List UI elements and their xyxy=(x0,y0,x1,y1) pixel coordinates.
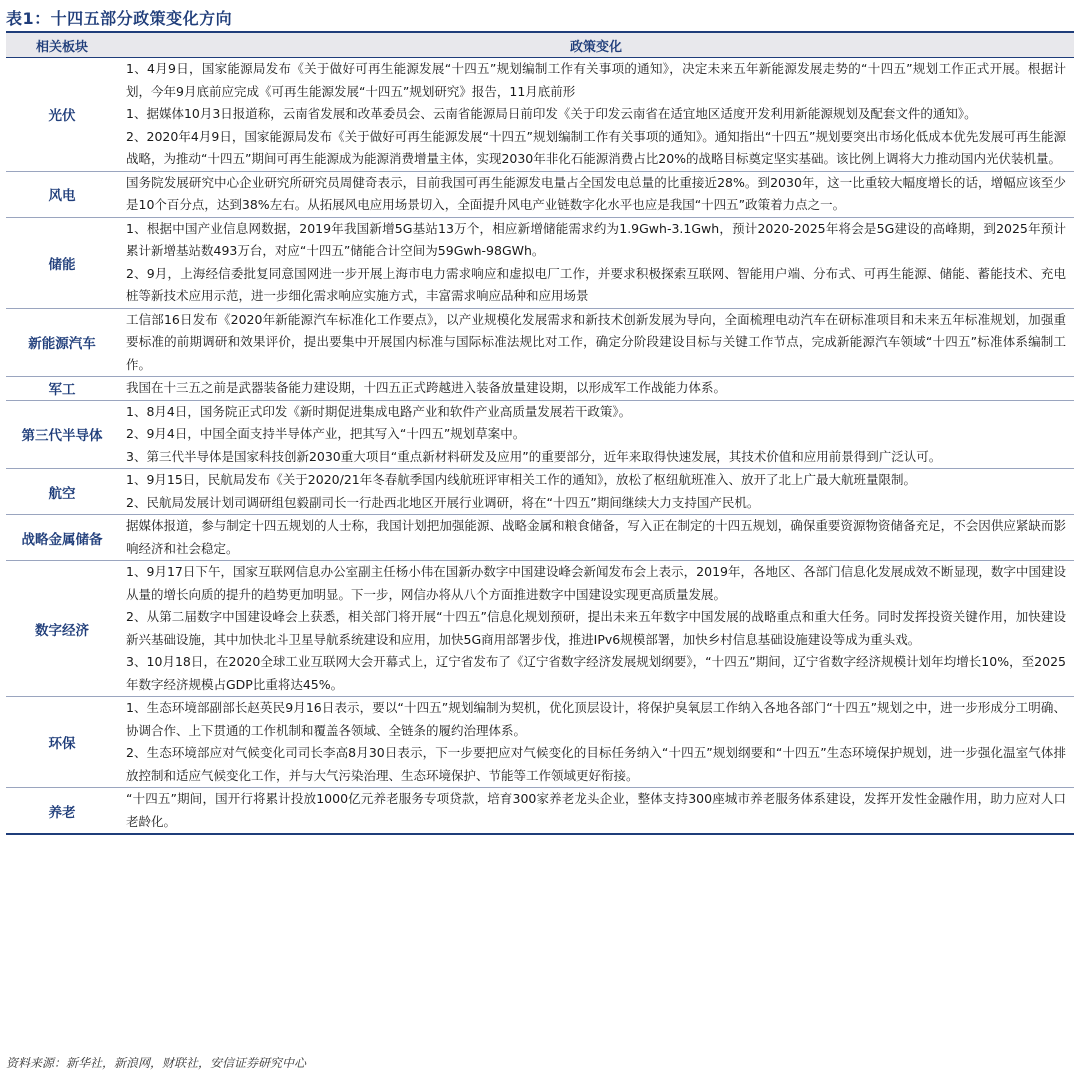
header-sector: 相关板块 xyxy=(6,33,118,58)
policy-cell xyxy=(118,469,1074,515)
policy-cell xyxy=(118,561,1074,697)
table-row xyxy=(6,469,1074,515)
policy-cell xyxy=(118,400,1074,469)
table-row xyxy=(6,515,1074,561)
sector-cell: 新能源汽车 xyxy=(6,308,118,377)
table-row xyxy=(6,788,1074,835)
policy-paragraph: 国务院发展研究中心企业研究所研究员周健奇表示，目前我国可再生能源发电量占全国发电总量的比重接近28%。到2030年，这一比重较大幅度增长的话，增幅应该至少是10个百分点，达到38%左右。从拓展风电应用场景切入，全面提升风电产业链数字化水平也应是我国“十四五”政策着力点之一。 xyxy=(126,174,1066,212)
table-row xyxy=(6,171,1074,217)
policy-paragraph: 2、9月，上海经信委批复同意国网进一步开展上海市电力需求响应和虚拟电厂工作，并要求积极探索互联网、智能用户端、分布式、可再生能源、储能、蓄能技术、充电桩等新技术应用示范，进一步细化需求响应实施方式，丰富需求响应品种和应用场景 xyxy=(126,265,1066,303)
sector-cell: 储能 xyxy=(6,217,118,308)
policy-paragraph: 2、从第二届数字中国建设峰会上获悉，相关部门将开展“十四五”信息化规划预研，提出未来五年数字中国发展的战略重点和重大任务。同时发挥投资关键作用，加快建设新兴基础设施，其中加快北斗卫星导航系统建设和应用，加快5G商用部署步伐，推进IPv6规模部署，加快乡村信息基础设施建设等成为重头戏。 xyxy=(126,609,1066,647)
policy-cell xyxy=(118,788,1074,835)
policy-paragraph: 2、2020年4月9日，国家能源局发布《关于做好可再生能源发展“十四五”规划编制工作有关事项的通知》。通知指出“十四五”规划要突出市场化低成本优先发展可再生能源战略，为推动“十四五”期间可再生能源成为能源消费增量主体，实现2030年非化石能源消费占比20%的战略目标奠定坚实基础。该比例上调将大力推动国内光伏装机量。 xyxy=(126,128,1066,166)
policy-paragraph: 2、生态环境部应对气候变化司司长李高8月30日表示，下一步要把应对气候变化的目标任务纳入“十四五”规划纲要和“十四五”生态环境保护规划，进一步强化温室气体排放控制和适应气候变化工作，并与大气污染治理、生态环境保护、节能等工作领域更好衔接。 xyxy=(126,745,1066,783)
policy-cell xyxy=(118,171,1074,217)
policy-paragraph: 3、第三代半导体是国家科技创新2030重大项目“重点新材料研发及应用”的重要部分，近年来取得快速发展，其技术价值和应用前景得到广泛认可。 xyxy=(126,448,942,464)
table-row xyxy=(6,697,1074,788)
table-row xyxy=(6,377,1074,401)
policy-paragraph: 工信部16日发布《2020年新能源汽车标准化工作要点》，以产业规模化发展需求和新技术创新发展为导向，全面梳理电动汽车在研标准项目和未来五年标准规划，加强重要标准的前期调研和效果评价，提出要集中开展国内标准与国际标准法规比对工作，确定分阶段建设目标与关键工作节点，完成新能源汽车领域“十四五”标准体系编制工作。 xyxy=(126,311,1066,372)
policy-paragraph: 1、8月4日，国务院正式印发《新时期促进集成电路产业和软件产业高质量发展若干政策》。 xyxy=(126,403,632,419)
header-policy: 政策变化 xyxy=(118,33,1074,58)
policy-paragraph: 1、根据中国产业信息网数据，2019年我国新增5G基站13万个，相应新增储能需求约为1.9Gwh-3.1Gwh，预计2020-2025年将会是5G建设的高峰期，到2025年预计累计新增基站数493万台，对应“十四五”储能合计空间为59Gwh-98GWh。 xyxy=(126,220,1066,258)
table-row xyxy=(6,217,1074,308)
policy-cell xyxy=(118,217,1074,308)
sector-cell: 养老 xyxy=(6,788,118,835)
sector-cell: 环保 xyxy=(6,697,118,788)
table-header-row xyxy=(6,33,1074,58)
policy-paragraph: 1、9月17日下午，国家互联网信息办公室副主任杨小伟在国新办数字中国建设峰会新闻发布会上表示，2019年，各地区、各部门信息化发展成效不断显现，数字中国建设从量的增长向质的提升的趋势更加明显。下一步，网信办将从八个方面推进数字中国建设实现更高质量发展。 xyxy=(126,564,1066,602)
sector-cell: 光伏 xyxy=(6,58,118,172)
sector-cell: 战略金属储备 xyxy=(6,515,118,561)
policy-paragraph: 据媒体报道，参与制定十四五规划的人士称，我国计划把加强能源、战略金属和粮食储备，写入正在制定的十四五规划，确保重要资源物资储备充足，不会因供应紧缺而影响经济和社会稳定。 xyxy=(126,518,1066,556)
table-row xyxy=(6,58,1074,172)
sector-cell: 第三代半导体 xyxy=(6,400,118,469)
policy-paragraph: 1、生态环境部副部长赵英民9月16日表示，要以“十四五”规划编制为契机，优化顶层设计，将保护臭氧层工作纳入各地各部门“十四五”规划之中，进一步形成分工明确、协调合作、上下贯通的工作机制和覆盖各领域、全链条的履约治理体系。 xyxy=(126,700,1066,738)
policy-cell xyxy=(118,58,1074,172)
sector-cell: 风电 xyxy=(6,171,118,217)
sector-cell: 数字经济 xyxy=(6,561,118,697)
table-title: 表1：十四五部分政策变化方向 xyxy=(6,9,233,28)
policy-paragraph: 1、9月15日，民航局发布《关于2020/21年冬春航季国内线航班评审相关工作的通知》，放松了枢纽航班准入、放开了北上广最大航班量限制。 xyxy=(126,472,916,487)
policy-paragraph: 3、10月18日，在2020全球工业互联网大会开幕式上，辽宁省发布了《辽宁省数字经济发展规划纲要》，“十四五”期间，辽宁省数字经济规模计划年均增长10%，至2025年数字经济规模占GDP比重将达45%。 xyxy=(126,654,1066,692)
policy-paragraph: “十四五”期间，国开行将累计投放1000亿元养老服务专项贷款，培育300家养老龙头企业，整体支持300座城市养老服务体系建设，发挥开发性金融作用，助力应对人口老龄化。 xyxy=(126,791,1066,829)
policy-paragraph: 2、民航局发展计划司调研组包毅副司长一行赴西北地区开展行业调研，将在“十四五”期间继续大力支持国产民机。 xyxy=(126,494,760,510)
policy-cell xyxy=(118,308,1074,377)
policy-paragraph: 2、9月4日，中国全面支持半导体产业，把其写入“十四五”规划草案中。 xyxy=(126,426,526,441)
policy-table xyxy=(6,33,1074,835)
policy-paragraph: 1、4月9日，国家能源局发布《关于做好可再生能源发展“十四五”规划编制工作有关事项的通知》，决定未来五年新能源发展走势的“十四五”规划工作正式开展。根据计划，今年9月底前应完成《可再生能源发展“十四五”规划研究》报告，11月底前形 xyxy=(126,61,1066,99)
table-row xyxy=(6,308,1074,377)
sector-cell: 军工 xyxy=(6,377,118,401)
table-row xyxy=(6,561,1074,697)
policy-cell xyxy=(118,377,1074,401)
policy-cell xyxy=(118,515,1074,561)
policy-cell xyxy=(118,697,1074,788)
policy-paragraph: 我国在十三五之前是武器装备能力建设期，十四五正式跨越进入装备放量建设期，以形成军工作战能力体系。 xyxy=(126,380,727,395)
policy-paragraph: 1、据媒体10月3日报道称，云南省发展和改革委员会、云南省能源局日前印发《关于印发云南省在适宜地区适度开发利用新能源规划及配套文件的通知》。 xyxy=(126,106,977,121)
table-body xyxy=(6,58,1074,835)
sector-cell: 航空 xyxy=(6,469,118,515)
source-note: 资料来源：新华社，新浪网，财联社，安信证券研究中心 xyxy=(6,1056,307,1070)
table-row xyxy=(6,400,1074,469)
